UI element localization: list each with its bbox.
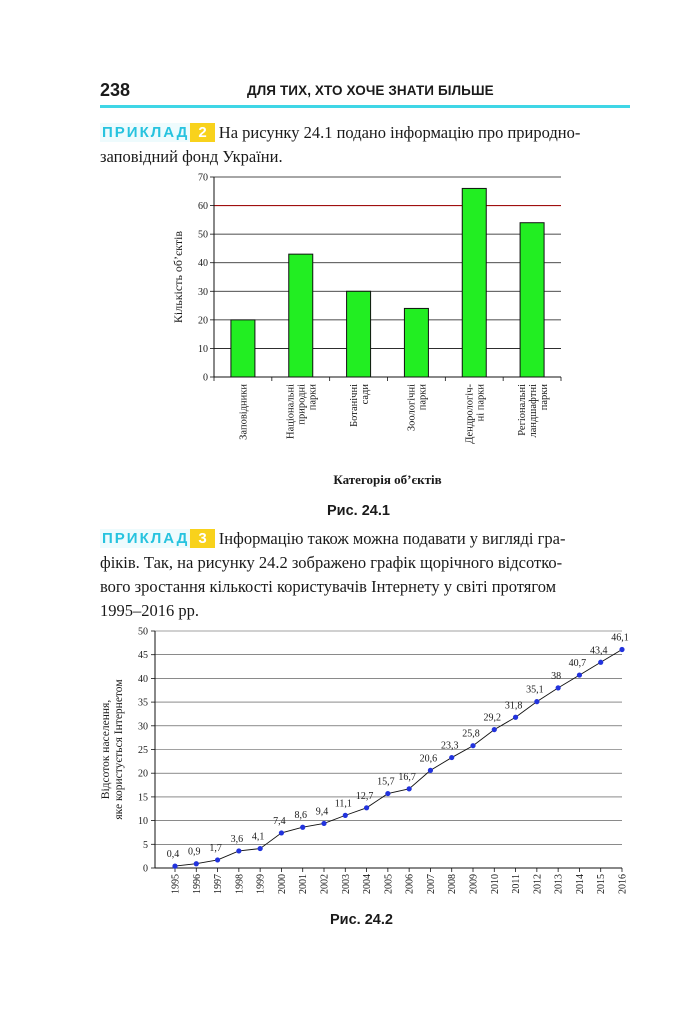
data-point [343,813,348,818]
example-badge-number: 3 [190,529,214,548]
data-point [470,743,475,748]
bar-chart-figure-24-1 [160,168,580,498]
data-point [364,805,369,810]
x-category-label: Заповідники [238,384,250,440]
example-3-badge [100,530,215,548]
x-category-label: сади [359,384,371,405]
header-rule [100,105,630,108]
example-3-text: Інформацію також можна подавати у вигляді гра- [214,529,566,548]
data-label: 7,4 [273,815,286,827]
bar [231,320,255,377]
y-tick-label: 50 [138,626,148,638]
data-label: 8,6 [294,810,307,822]
data-point [279,830,284,835]
data-label: 1,7 [209,842,222,854]
x-category-label: Дендрологіч- [464,384,476,444]
data-point [236,848,241,853]
data-label: 40,7 [568,658,587,670]
x-axis-title: Категорія об’єктів [333,472,442,487]
example-badge-word: ПРИКЛАД [100,529,192,548]
y-tick-label: 30 [198,286,208,298]
data-point [321,821,326,826]
data-point [194,861,199,866]
example-2-text: На рисунку 24.1 подано інформацію про природно- [214,123,581,142]
data-point [619,647,624,652]
data-label: 16,7 [398,771,416,783]
x-category-label: природні [296,384,308,425]
data-point [215,857,220,862]
x-category-label: ні парки [475,384,487,422]
y-tick-label: 35 [138,697,148,709]
data-label: 43,4 [589,645,608,657]
y-tick-label: 0 [143,863,148,875]
x-category-label: парки [538,384,550,411]
x-tick-label: 2016 [617,874,629,894]
y-tick-label: 20 [198,315,208,327]
x-category-label: Національні [285,384,297,439]
x-tick-label: 2003 [340,874,352,894]
bar [347,291,371,377]
x-tick-label: 2008 [447,874,459,894]
x-tick-label: 2001 [298,874,310,894]
x-category-label: Зоологічні [406,384,418,432]
x-category-label: ландшафтні [527,384,539,438]
data-label: 31,8 [504,700,523,712]
data-label: 11,1 [334,798,352,810]
bar [462,188,486,377]
example-badge-number: 2 [190,123,214,142]
y-tick-label: 40 [198,258,208,270]
data-label: 23,3 [440,740,459,752]
data-label: 29,2 [483,712,502,724]
x-tick-label: 1997 [213,874,225,894]
data-label: 38 [551,670,562,682]
data-label: 3,6 [230,833,244,845]
y-tick-label: 60 [198,201,208,213]
example-3-line-4: 1995–2016 рр. [100,601,199,620]
figure-24-1-caption: Рис. 24.1 [327,503,390,519]
data-label: 20,6 [419,753,438,765]
example-2-line-1 [100,121,630,145]
bar [289,254,313,377]
x-tick-label: 2010 [489,874,501,894]
y-tick-label: 10 [198,343,208,355]
data-point [407,786,412,791]
x-tick-label: 2015 [596,874,608,894]
data-label: 25,8 [462,728,480,740]
x-tick-label: 1995 [170,874,182,894]
bar [404,308,428,377]
x-tick-label: 1998 [234,874,246,894]
y-tick-label: 20 [138,768,148,780]
data-point [428,768,433,773]
page-header [100,80,630,104]
y-axis-title-line-1: Відсоток населення, [100,699,112,800]
x-tick-label: 2013 [553,874,565,894]
figure-24-2-caption: Рис. 24.2 [330,912,393,928]
data-point [492,727,497,732]
data-label: 12,7 [355,790,374,802]
y-tick-label: 10 [138,816,148,828]
data-label: 0,4 [166,849,180,861]
y-axis-title: Кількість об’єктів [171,230,185,324]
data-label: 9,4 [315,806,329,818]
bar [520,223,544,377]
x-tick-label: 2006 [404,874,416,894]
x-category-label: Регіональні [516,384,528,436]
data-point [534,699,539,704]
page-number: 238 [100,80,131,100]
x-category-label: парки [307,384,319,411]
data-label: 4,1 [251,831,265,843]
data-point [513,715,518,720]
example-3-line-1 [100,527,630,551]
data-point [300,825,305,830]
y-tick-label: 70 [198,172,208,184]
x-category-label: парки [417,384,429,411]
data-label: 0,9 [188,846,201,858]
y-tick-label: 30 [138,721,148,733]
data-point [577,672,582,677]
x-tick-label: 1999 [255,874,267,894]
data-label: 46,1 [611,632,629,644]
data-point [258,846,263,851]
x-tick-label: 2002 [319,874,331,894]
y-tick-label: 50 [198,229,208,241]
x-tick-label: 2011 [511,874,523,894]
example-3-line-2: фіків. Так, на рисунку 24.2 зображено графік щорічного відсотко- [100,553,563,572]
y-tick-label: 5 [143,839,148,851]
x-tick-label: 2012 [532,874,544,894]
running-title: ДЛЯ ТИХ, ХТО ХОЧЕ ЗНАТИ БІЛЬШЕ [247,83,494,98]
data-label: 35,1 [526,684,544,696]
example-2-badge [100,124,215,142]
data-point [172,864,177,869]
example-3-paragraph [100,527,630,623]
x-tick-label: 2007 [425,874,437,894]
data-point [598,660,603,665]
data-point [449,755,454,760]
x-tick-label: 2004 [362,874,374,894]
x-category-label: Ботанічні [348,384,360,427]
example-badge-word: ПРИКЛАД [100,123,192,142]
x-tick-label: 2005 [383,874,395,894]
y-tick-label: 40 [138,673,148,685]
y-tick-label: 15 [138,792,148,804]
data-label: 15,7 [377,776,395,788]
example-2-line-2: заповідний фонд України. [100,147,283,166]
x-tick-label: 2000 [276,874,288,894]
x-tick-label: 2014 [574,874,586,894]
y-axis-title-line-2: яке користується Інтернетом [113,679,125,820]
x-tick-label: 2009 [468,874,480,894]
y-tick-label: 25 [138,745,148,756]
x-tick-label: 1996 [191,874,203,894]
y-tick-label: 0 [203,372,208,384]
example-3-line-3: вого зростання кількості користувачів Інтернету у світі протягом [100,577,557,596]
example-2-paragraph [100,121,630,169]
data-point [385,791,390,796]
line-chart-figure-24-2 [95,620,640,910]
y-tick-label: 45 [138,650,148,662]
data-point [556,685,561,690]
